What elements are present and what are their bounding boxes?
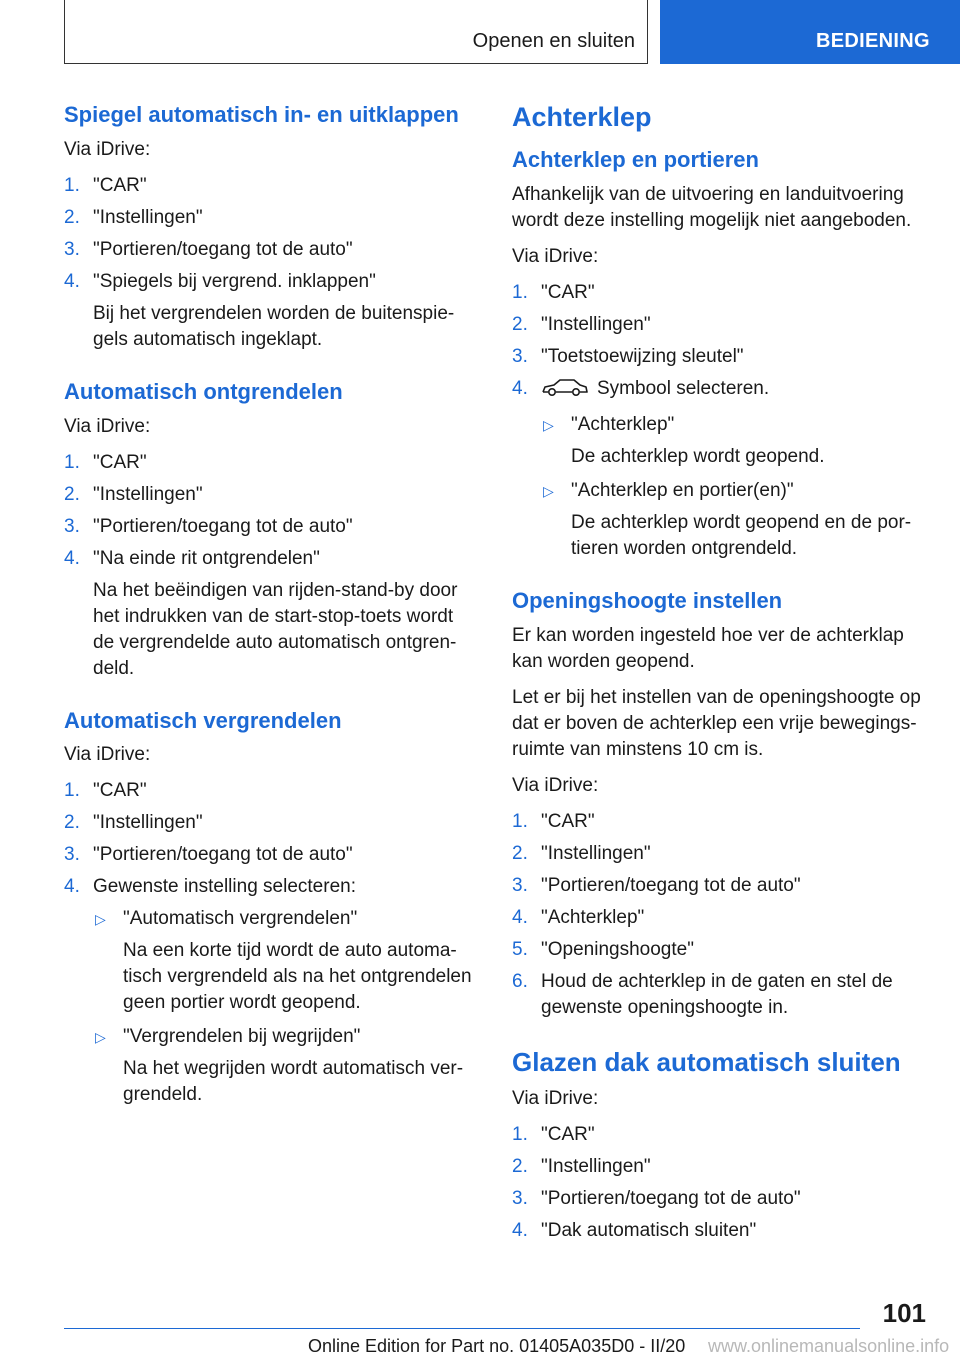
step-text: "CAR" (541, 810, 595, 832)
section-intro: Via iDrive: (64, 138, 151, 160)
step-number: 3. (64, 515, 80, 537)
step-number: 4. (64, 270, 80, 292)
step-item (64, 874, 476, 1108)
step-item (512, 937, 928, 963)
step-item (64, 205, 476, 231)
step-text: Gewenste instelling selecteren: (93, 876, 356, 898)
step-text: "Instellingen" (541, 313, 651, 335)
step-number: 5. (512, 938, 528, 960)
step-detail: Na het beëindigen van rijden-stand-by door het indrukken van de start-stop-toets wordt de vergrendelde auto automatisch ontgren-deld. (93, 579, 458, 679)
instruction-section (64, 379, 476, 682)
option-list (93, 906, 476, 1108)
option-item (541, 478, 928, 562)
triangle-bullet-icon: ▷ (95, 1029, 106, 1046)
step-list (64, 778, 476, 1108)
header-chapter-tab (660, 0, 960, 64)
triangle-bullet-icon: ▷ (543, 416, 554, 433)
step-number: 4. (512, 377, 528, 399)
step-text: "CAR" (93, 451, 147, 473)
step-list (512, 1122, 928, 1244)
section-heading: Openingshoogte instellen (512, 587, 783, 613)
step-item (64, 514, 476, 540)
section-intro: Via iDrive: (64, 415, 151, 437)
step-item (64, 173, 476, 199)
section-paragraph: Let er bij het instellen van de openingshoogte op dat er boven de achterklep een vrije bewegings-ruimte van minstens 10 cm is. (512, 686, 921, 760)
instruction-section (512, 1047, 928, 1245)
step-item (512, 873, 928, 899)
section-heading: Spiegel automatisch in- en uitklappen (64, 102, 459, 127)
header-section-box (64, 0, 648, 64)
right-column (512, 102, 928, 1270)
footer-watermark: www.onlinemanualsonline.info (708, 1336, 950, 1356)
section-paragraph: Via iDrive: (512, 1088, 599, 1110)
step-number: 2. (64, 812, 80, 834)
car-outline-icon (541, 376, 589, 406)
instruction-section (512, 588, 928, 1021)
option-list (541, 412, 928, 562)
instruction-section (512, 147, 928, 562)
step-item (64, 482, 476, 508)
step-item (64, 810, 476, 836)
option-description: Na een korte tijd wordt de auto automa-tisch vergrendeld als na het ontgrendelen geen portier wordt geopend. (123, 940, 472, 1014)
step-item (512, 841, 928, 867)
section-intro: Via iDrive: (64, 744, 151, 766)
section-paragraph: Afhankelijk van de uitvoering en landuitvoering wordt deze instelling mogelijk niet aangeboden. (512, 183, 912, 231)
step-item (64, 269, 476, 353)
step-number: 3. (512, 345, 528, 367)
option-description: Na het wegrijden wordt automatisch ver-grendeld. (123, 1058, 464, 1106)
step-item (512, 376, 928, 562)
step-list (512, 809, 928, 1021)
step-text: Houd de achterklep in de gaten en stel de gewenste openingshoogte in. (541, 970, 893, 1018)
step-item (512, 344, 928, 370)
step-number: 3. (512, 874, 528, 896)
step-text: "CAR" (93, 780, 147, 802)
option-item (93, 1024, 476, 1108)
step-text: "Portieren/toegang tot de auto" (93, 844, 353, 866)
step-item (512, 1218, 928, 1244)
step-number: 4. (64, 547, 80, 569)
step-number: 1. (512, 810, 528, 832)
footer-divider (64, 1328, 860, 1329)
step-text: "Spiegels bij vergrend. inklappen" (93, 270, 376, 292)
step-item (512, 1122, 928, 1148)
step-item (64, 842, 476, 868)
option-title: "Achterklep en portier(en)" (571, 479, 794, 501)
step-number: 2. (64, 206, 80, 228)
step-number: 1. (512, 281, 528, 303)
step-text: "CAR" (541, 281, 595, 303)
section-paragraph: Er kan worden ingesteld hoe ver de achterklap kan worden geopend. (512, 624, 904, 672)
step-text: "Portieren/toegang tot de auto" (541, 874, 801, 896)
step-list (512, 280, 928, 562)
step-item (512, 312, 928, 338)
option-description: De achterklep wordt geopend en de por-tieren worden ontgrendeld. (571, 511, 912, 559)
triangle-bullet-icon: ▷ (543, 482, 554, 499)
page-number: 101 (882, 1298, 926, 1328)
step-number: 1. (64, 451, 80, 473)
step-text: "Instellingen" (93, 483, 203, 505)
step-number: 2. (512, 313, 528, 335)
step-text: "CAR" (93, 174, 147, 196)
option-item (93, 906, 476, 1016)
step-number: 4. (64, 876, 80, 898)
triangle-bullet-icon: ▷ (95, 911, 106, 928)
section-heading: Glazen dak automatisch sluiten (512, 1046, 901, 1077)
step-item (64, 450, 476, 476)
section-paragraph: Via iDrive: (512, 774, 599, 796)
step-text: Symbool selecteren. (597, 377, 770, 399)
step-number: 3. (512, 1188, 528, 1210)
step-number: 1. (512, 1124, 528, 1146)
step-text: "Instellingen" (93, 206, 203, 228)
section-heading: Automatisch vergrendelen (64, 707, 342, 733)
step-text: "Openingshoogte" (541, 938, 694, 960)
step-item (64, 778, 476, 804)
step-text: "Instellingen" (541, 1156, 651, 1178)
step-number: 2. (512, 842, 528, 864)
step-item (512, 1186, 928, 1212)
step-item (512, 969, 928, 1021)
step-number: 4. (512, 906, 528, 928)
step-text: "Toetstoewijzing sleutel" (541, 345, 744, 367)
step-item (512, 280, 928, 306)
step-text: "Instellingen" (93, 812, 203, 834)
step-number: 6. (512, 970, 528, 992)
page-section-title: Achterklep (512, 102, 652, 132)
step-number: 2. (64, 483, 80, 505)
step-text: "Portieren/toegang tot de auto" (93, 238, 353, 260)
step-item (64, 237, 476, 263)
step-item (512, 809, 928, 835)
left-column (64, 102, 476, 1134)
section-paragraph: Via iDrive: (512, 245, 599, 267)
step-text: "Portieren/toegang tot de auto" (93, 515, 353, 537)
section-heading: Achterklep en portieren (512, 147, 759, 173)
step-text: "Instellingen" (541, 842, 651, 864)
option-title: "Vergrendelen bij wegrijden" (123, 1026, 361, 1048)
instruction-section (64, 708, 476, 1109)
step-text: "Portieren/toegang tot de auto" (541, 1188, 801, 1210)
option-title: "Achterklep" (571, 413, 675, 435)
step-number: 1. (64, 174, 80, 196)
step-list (64, 450, 476, 682)
step-item (512, 905, 928, 931)
option-title: "Automatisch vergrendelen" (123, 908, 358, 930)
footer-edition-text: Online Edition for Part no. 01405A035D0 - II/20 (308, 1336, 686, 1356)
step-list (64, 173, 476, 353)
step-item (512, 1154, 928, 1180)
step-number: 1. (64, 780, 80, 802)
step-number: 3. (64, 844, 80, 866)
header-section-title: Openen en sluiten (472, 30, 635, 52)
step-number: 2. (512, 1156, 528, 1178)
instruction-section (64, 102, 476, 353)
step-number: 3. (64, 238, 80, 260)
step-number: 4. (512, 1220, 528, 1242)
step-item (64, 546, 476, 682)
step-detail: Bij het vergrendelen worden de buitenspie-gels automatisch ingeklapt. (93, 302, 455, 350)
step-text: "Dak automatisch sluiten" (541, 1220, 757, 1242)
option-description: De achterklep wordt geopend. (571, 445, 825, 467)
step-text: "CAR" (541, 1124, 595, 1146)
step-text: "Achterklep" (541, 906, 645, 928)
section-heading: Automatisch ontgrendelen (64, 378, 343, 404)
header-chapter-title: BEDIENING (816, 30, 930, 52)
option-item (541, 412, 928, 470)
step-text: "Na einde rit ontgrendelen" (93, 547, 320, 569)
